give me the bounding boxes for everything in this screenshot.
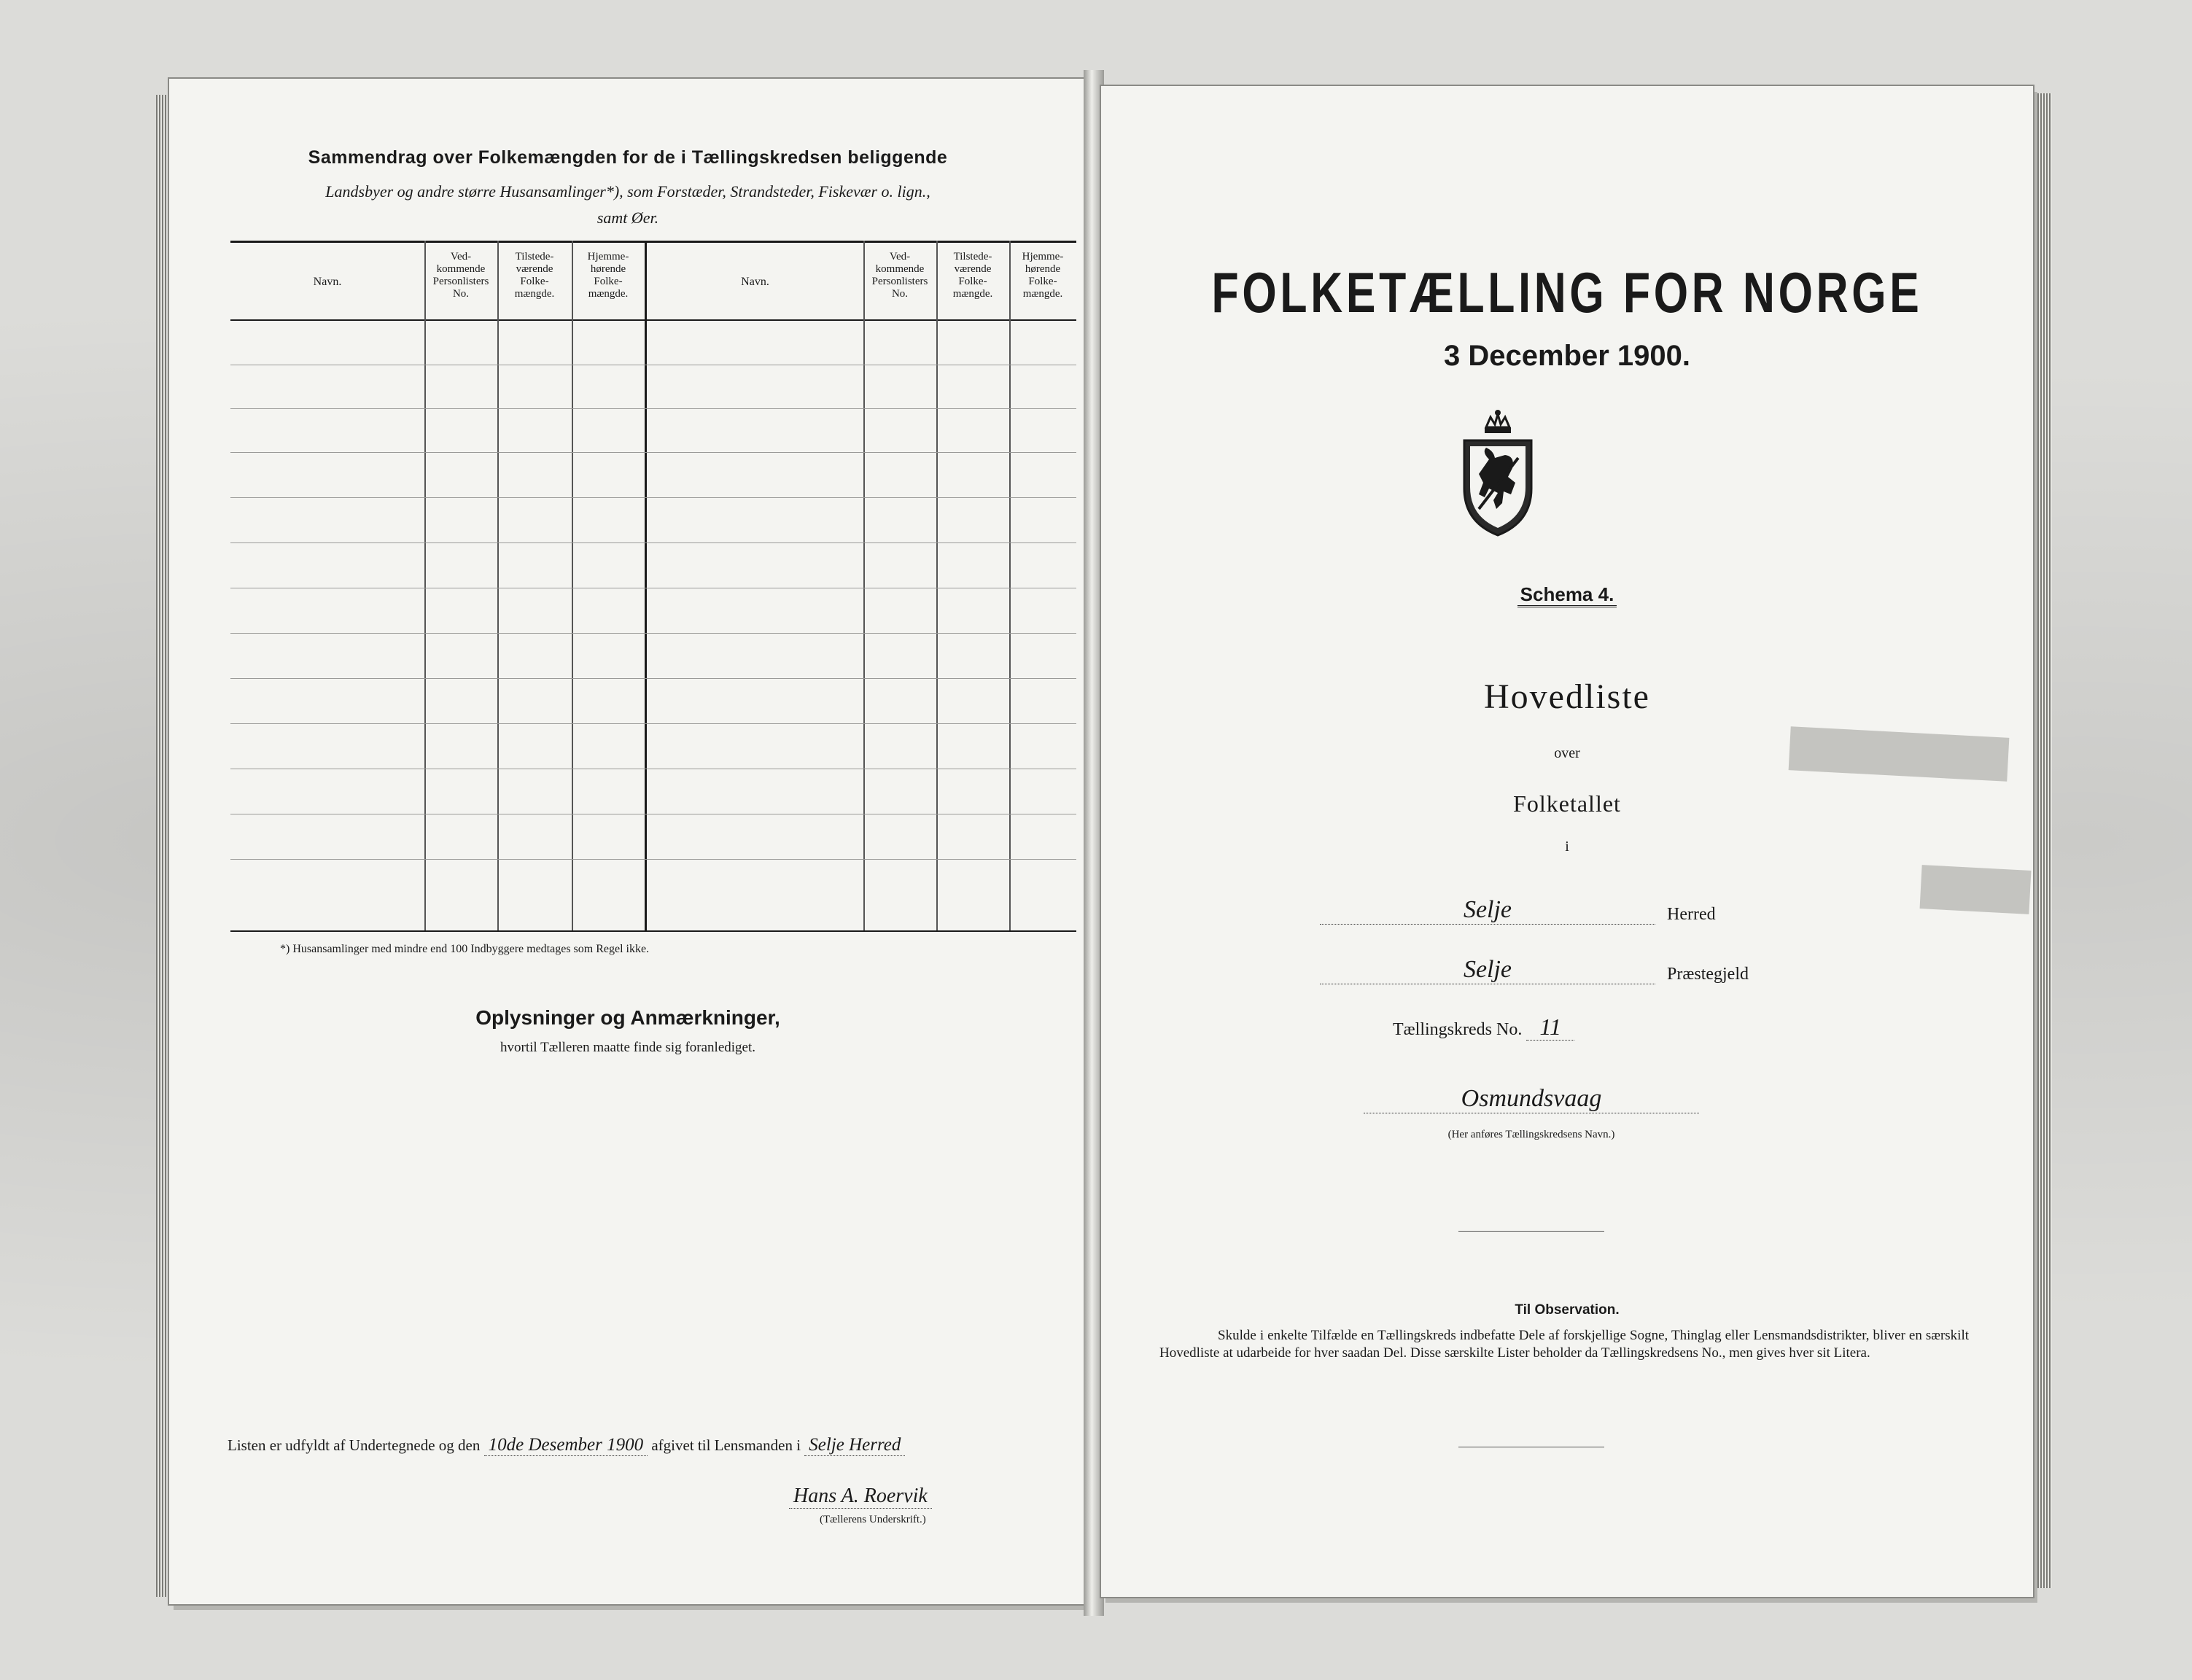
- footnote: *) Husansamlinger med mindre end 100 Indbyggere medtages som Regel ikke.: [280, 943, 650, 955]
- col-header-list-no: Ved- kommende Personlisters No.: [432, 251, 489, 300]
- right-page-edges: [2036, 93, 2052, 1588]
- praestegjeld-row: [1320, 954, 1772, 990]
- table-row: [230, 859, 1076, 860]
- table-row: [230, 633, 1076, 634]
- handwritten-date: 10de Desember 1900: [484, 1435, 648, 1456]
- over-label: over: [1554, 745, 1580, 761]
- col-header-present-2: Tilstede- værende Folke- mængde.: [952, 251, 993, 300]
- col-header-resident: Hjemme- hørende Folke- mængde.: [587, 251, 629, 300]
- col-header-resident-2: Hjemme- hørende Folke- mængde.: [1022, 251, 1064, 300]
- table-row: [230, 542, 1076, 543]
- praestegjeld-value: Selje: [1320, 956, 1655, 984]
- table-row: [230, 678, 1076, 679]
- remarks-title: Oplysninger og Anmærkninger,: [475, 1006, 780, 1029]
- observation-title: Til Observation.: [1515, 1302, 1620, 1318]
- handwritten-place: Selje Herred: [804, 1435, 905, 1456]
- signature-label: (Tællerens Underskrift.): [820, 1514, 926, 1525]
- tape-strip: [1920, 865, 2032, 914]
- herred-value: Selje: [1320, 896, 1655, 925]
- divider: [1458, 1231, 1604, 1232]
- schema-number: Schema 4.: [1101, 583, 2033, 606]
- praestegjeld-label: Præstegjeld: [1667, 965, 1749, 984]
- table-row: [230, 497, 1076, 498]
- col-header-present: Tilstede- værende Folke- mængde.: [514, 251, 555, 300]
- table-top-rule: [230, 241, 1076, 243]
- district-name: Osmundsvaag: [1364, 1085, 1699, 1113]
- i-label: i: [1565, 839, 1569, 855]
- lion-crest-icon: [1457, 407, 1539, 538]
- district-number: 11: [1526, 1014, 1574, 1041]
- census-title: FOLKETÆLLING FOR NORGE: [1211, 260, 1923, 324]
- summary-subtitle-1: Landsbyer og andre større Husansamlinger*), som Forstæder, Strandsteder, Fiskevær o. lign.,: [325, 182, 930, 201]
- remarks-subtitle: hvortil Tælleren maatte finde sig foranlediget.: [500, 1040, 755, 1055]
- census-date: 3 December 1900.: [1443, 340, 1690, 372]
- summary-title: Sammendrag over Folkemængden for de i Tællingskredsen beliggende: [308, 147, 948, 168]
- col-header-name-2: Navn.: [741, 276, 769, 288]
- completion-statement: Listen er udfyldt af Undertegnede og den 10de Desember 1900 afgivet til Lensmanden i Selje Herred: [228, 1435, 905, 1456]
- enumerator-signature: Hans A. Roervik: [789, 1485, 932, 1509]
- left-page-edges: [156, 95, 166, 1597]
- table-row: [230, 452, 1076, 453]
- summary-table: [230, 241, 1076, 932]
- right-page: [1101, 86, 2033, 1597]
- table-bottom-rule: [230, 930, 1076, 932]
- population-heading: Folketallet: [1513, 790, 1621, 817]
- table-header-rule: [230, 319, 1076, 321]
- table-row: [230, 408, 1076, 409]
- main-list-heading: Hovedliste: [1484, 677, 1650, 716]
- col-header-name: Navn.: [313, 276, 342, 288]
- observation-text: Skulde i enkelte Tilfælde en Tællingskreds indbefatte Dele af forskjellige Sogne, Thinglag eller Lensmandsdistrikter, bliver en særskilt Hovedliste at udarbeide for hver saadan Del. Disse særskilte Lister beholder da Tællingskredsens No., men gives hver sit Litera.: [1159, 1328, 1969, 1361]
- herred-row: [1320, 894, 1772, 930]
- table-row: [230, 723, 1076, 724]
- herred-label: Herred: [1667, 905, 1716, 924]
- district-number-row: Tællingskreds No. 11: [1393, 1014, 1574, 1041]
- left-page: [169, 79, 1087, 1604]
- district-name-note: (Her anføres Tællingskredsens Navn.): [1447, 1129, 1615, 1140]
- summary-subtitle-2: samt Øer.: [596, 209, 659, 227]
- col-header-list-no-2: Ved- kommende Personlisters No.: [871, 251, 928, 300]
